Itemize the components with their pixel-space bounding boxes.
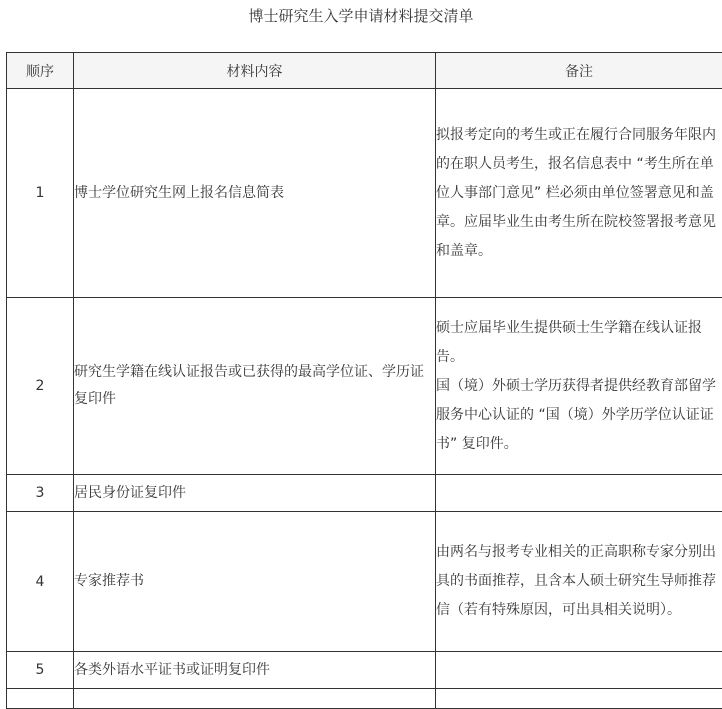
row-note (436, 689, 722, 709)
row-number: 4 (7, 512, 74, 652)
row-note (436, 298, 722, 475)
row-material: 各类外语水平证书或证明复印件 (74, 652, 436, 689)
table-header-row (7, 53, 722, 89)
row-note (436, 89, 722, 298)
note-text: 硕士应届毕业生提供硕士生学籍在线认证报告。 (436, 314, 722, 372)
row-material: 研究生学籍在线认证报告或已获得的最高学位证、学历证复印件 (74, 298, 436, 475)
row-number: 1 (7, 89, 74, 298)
table-row (7, 475, 722, 512)
header-note: 备注 (436, 53, 722, 89)
row-number: 3 (7, 475, 74, 512)
note-text: 国（境）外硕士学历获得者提供经教育部留学服务中心认证的 “国（境）外学历学位认证证书” 复印件。 (436, 372, 722, 459)
row-material: 博士学位研究生网上报名信息简表 (74, 89, 436, 298)
row-material (74, 689, 436, 709)
page-title: 博士研究生入学申请材料提交清单 (0, 0, 722, 32)
row-note (436, 475, 722, 512)
row-number (7, 689, 74, 709)
row-number: 2 (7, 298, 74, 475)
table-row (7, 89, 722, 298)
row-material: 专家推荐书 (74, 512, 436, 652)
row-number: 5 (7, 652, 74, 689)
note-text: 由两名与报考专业相关的正高职称专家分别出具的书面推荐，且含本人硕士研究生导师推荐信（若有特殊原因，可出具相关说明）。 (436, 538, 722, 625)
table-row (7, 298, 722, 475)
table-row (7, 689, 722, 709)
table-row (7, 652, 722, 689)
header-material: 材料内容 (74, 53, 436, 89)
header-number: 顺序 (7, 53, 74, 89)
row-note (436, 512, 722, 652)
materials-table (6, 52, 722, 709)
row-note (436, 652, 722, 689)
table-row (7, 512, 722, 652)
note-text: 拟报考定向的考生或正在履行合同服务年限内的在职人员考生，报名信息表中 “考生所在单位人事部门意见” 栏必须由单位签署意见和盖章。应届毕业生由考生所在院校签署报考意见和盖章。 (436, 121, 722, 266)
row-material: 居民身份证复印件 (74, 475, 436, 512)
